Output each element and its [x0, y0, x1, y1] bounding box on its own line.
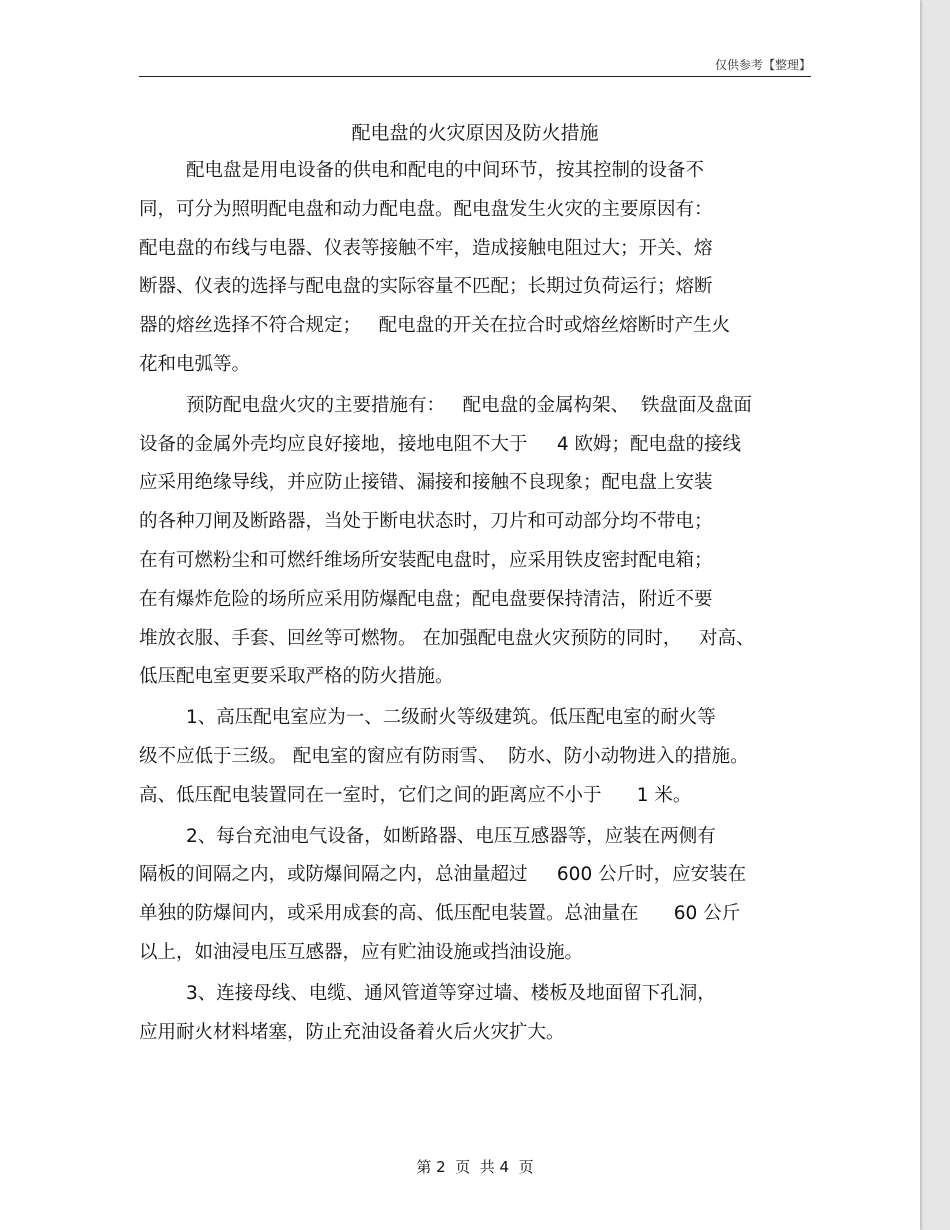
text-line: 3、连接母线、电缆、通风管道等穿过墙、楼板及地面留下孔洞， — [186, 982, 716, 1004]
text-line: 高、低压配电装置同在一室时，它们之间的距离应不小于 1 米。 — [139, 784, 692, 806]
page-header: 仅供参考【整理】 — [714, 58, 811, 72]
text-line: 同，可分为照明配电盘和动力配电盘。配电盘发生火灾的主要原因有： — [139, 198, 713, 220]
text-line: 应采用绝缘导线，并应防止接错、漏接和接触不良现象；配电盘上安装 — [139, 472, 713, 494]
paragraph-2 — [139, 387, 839, 697]
paragraph-5 — [139, 975, 839, 1053]
text-line: 设备的金属外壳均应良好接地，接地电阻不大于 4 欧姆；配电盘的接线 — [139, 433, 742, 455]
text-line: 器的熔丝选择不符合规定； 配电盘的开关在拉合时或熔丝熔断时产生火 — [139, 315, 731, 337]
text-line: 堆放衣服、手套、回丝等可燃物。 在加强配电盘火灾预防的同时， 对高、 — [139, 627, 755, 649]
text-line: 断器、仪表的选择与配电盘的实际容量不匹配；长期过负荷运行；熔断 — [139, 276, 713, 298]
text-line: 在有爆炸危险的场所应采用防爆配电盘；配电盘要保持清洁，附近不要 — [139, 588, 713, 610]
text-line: 隔板的间隔之内，或防爆间隔之内，总油量超过 600 公斤时，应安装在 — [139, 864, 747, 886]
document-body — [139, 152, 839, 1052]
text-line: 在有可燃粉尘和可燃纤维场所安装配电盘时，应采用铁皮密封配电箱； — [139, 549, 713, 571]
paragraph-3 — [139, 699, 839, 815]
text-line: 的各种刀闸及断路器，当处于断电状态时，刀片和可动部分均不带电； — [139, 511, 713, 533]
text-line: 配电盘的布线与电器、仪表等接触不牢，造成接触电阻过大；开关、熔 — [139, 237, 713, 259]
page-footer: 第 2 页 共 4 页 — [416, 1158, 534, 1176]
text-line: 低压配电室更要采取严格的防火措施。 — [139, 666, 454, 688]
text-line: 应用耐火材料堵塞，防止充油设备着火后火灾扩大。 — [139, 1021, 565, 1043]
text-line: 预防配电盘火灾的主要措施有： 配电盘的金属构架、 铁盘面及盘面 — [186, 394, 752, 416]
text-line: 以上，如油浸电压互感器，应有贮油设施或挡油设施。 — [139, 941, 584, 963]
text-line: 1、高压配电室应为一、二级耐火等级建筑。低压配电室的耐火等 — [186, 707, 716, 729]
paragraph-4 — [139, 818, 839, 973]
text-line: 级不应低于三级。 配电室的窗应有防雨雪、 防水、防小动物进入的措施。 — [139, 745, 749, 767]
text-line: 单独的防爆间内，或采用成套的高、低压配电装置。总油量在 60 公斤 — [139, 903, 741, 925]
document-title: 配电盘的火灾原因及防火措施 — [351, 122, 599, 144]
text-line: 花和电弧等。 — [139, 353, 251, 375]
text-line: 配电盘是用电设备的供电和配电的中间环节，按其控制的设备不 — [186, 160, 705, 181]
header-divider — [139, 76, 811, 77]
text-line: 2、每台充油电气设备，如断路器、电压互感器等，应装在两侧有 — [186, 825, 716, 847]
paragraph-1 — [139, 152, 839, 385]
